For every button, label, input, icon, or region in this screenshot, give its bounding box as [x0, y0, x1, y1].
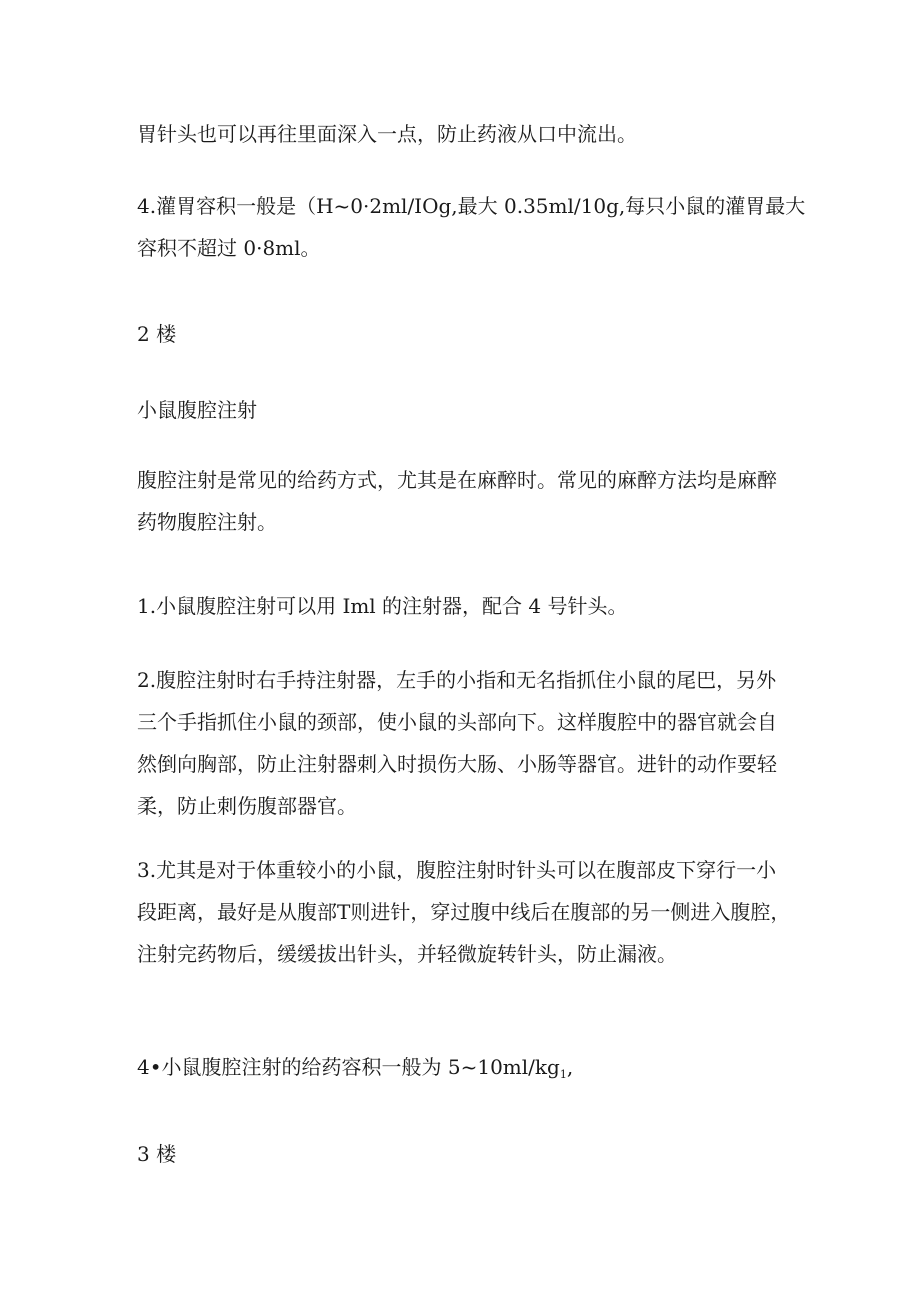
- text-line: 2 楼: [137, 322, 177, 346]
- step-4-text: 4•小鼠腹腔注射的给药容积一般为 5~10ml/kg: [137, 1055, 560, 1079]
- text-line: 柔，防止刺伤腹部器官。: [137, 794, 357, 818]
- text-line: 1.小鼠腹腔注射可以用 Iml 的注射器，配合 4 号针头。: [137, 594, 628, 618]
- paragraph-gavage-tip: [137, 113, 797, 155]
- section-heading: [137, 389, 797, 431]
- text-line: 3 楼: [137, 1142, 177, 1166]
- text-line: 胃针头也可以再往里面深入一点，防止药液从口中流出。: [137, 122, 637, 146]
- text-line: 然倒向胸部，防止注射器刺入时损伤大肠、小肠等器官。进针的动作要轻: [137, 752, 777, 776]
- paragraph-step-3: [137, 849, 797, 975]
- paragraph-step-4: [137, 1046, 797, 1096]
- text-line: 4.灌胃容积一般是（H~0·2ml/IOg,最大 0.35ml/10g,每只小鼠的灌胃最大: [137, 194, 806, 218]
- floor-label-3: [137, 1133, 797, 1175]
- trailing-comma: ,: [566, 1055, 574, 1079]
- text-line: 段距离，最好是从腹部T则进针，穿过腹中线后在腹部的另一侧进入腹腔，: [137, 900, 791, 924]
- text-line: 三个手指抓住小鼠的颈部，使小鼠的头部向下。这样腹腔中的器官就会自: [137, 710, 777, 734]
- text-line: [137, 1046, 797, 1096]
- text-line: 注射完药物后，缓缓拔出针头，并轻微旋转针头，防止漏液。: [137, 942, 677, 966]
- paragraph-step-1: [137, 585, 797, 627]
- paragraph-step-2: [137, 659, 797, 827]
- text-line: 小鼠腹腔注射: [137, 398, 257, 422]
- paragraph-intro: [137, 459, 797, 543]
- text-line: 药物腹腔注射。: [137, 510, 277, 534]
- subscript: 1: [559, 1068, 567, 1081]
- text-line: 2.腹腔注射时右手持注射器，左手的小指和无名指抓住小鼠的尾巴，另外: [137, 668, 777, 692]
- text-line: 腹腔注射是常见的给药方式，尤其是在麻醉时。常见的麻醉方法均是麻醉: [137, 468, 777, 492]
- floor-label-2: [137, 313, 797, 355]
- text-line: 容积不超过 0·8ml。: [137, 236, 321, 260]
- text-line: 3.尤其是对于体重较小的小鼠，腹腔注射时针头可以在腹部皮下穿行一小: [137, 858, 777, 882]
- paragraph-gavage-volume: [137, 185, 806, 269]
